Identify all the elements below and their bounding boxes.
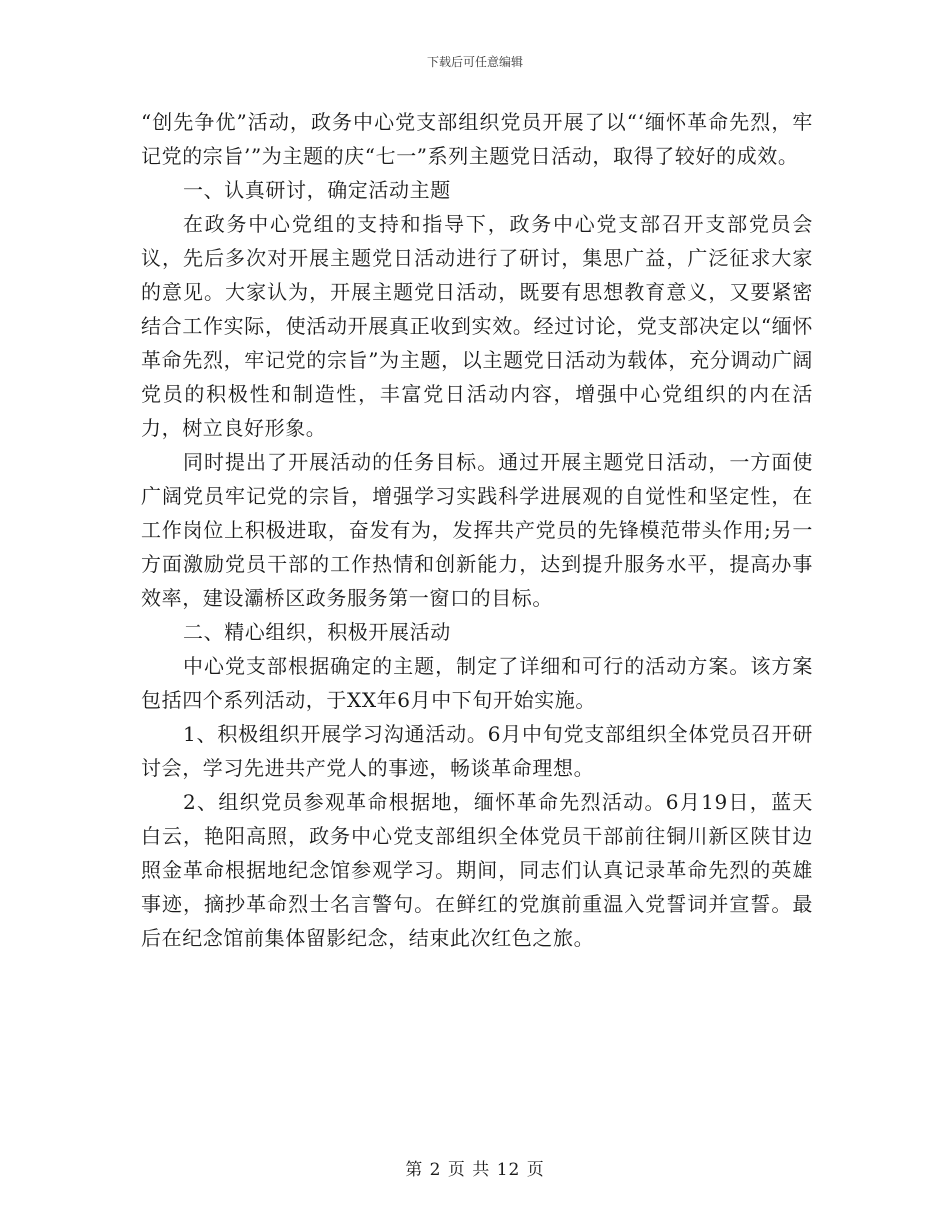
page-header-note: 下载后可任意编辑 [426, 55, 523, 69]
document-body [141, 105, 813, 955]
paragraph-intro-continuation: “创先争优”活动，政务中心党支部组织党员开展了以“‘缅怀革命先烈，牢记党的宗旨’”为主题的庆“七一”系列主题党日活动，取得了较好的成效。 [141, 110, 813, 168]
paragraph-research: 在政务中心党组的支持和指导下，政务中心党支部召开支部党员会议，先后多次对开展主题党日活动进行了研讨，集思广益，广泛征求大家的意见。大家认为，开展主题党日活动，既要有思想教育意义，又要紧密结合工作实际，使活动开展真正收到实效。经过讨论，党支部决定以“缅怀革命先烈，牢记党的宗旨”为主题，以主题党日活动为载体，充分调动广阔党员的积极性和制造性，丰富党日活动内容，增强中心党组织的内在活力，树立良好形象。 [141, 212, 813, 440]
paragraph-plan: 中心党支部根据确定的主题，制定了详细和可行的活动方案。该方案包括四个系列活动，于XX年6月中下旬开始实施。 [141, 654, 813, 712]
paragraph-activity-2: 2、组织党员参观革命根据地，缅怀革命先烈活动。6月19日，蓝天白云，艳阳高照，政务中心党支部组织全体党员干部前往铜川新区陕甘边照金革命根据地纪念馆参观学习。期间，同志们认真记录革命先烈的英雄事迹，摘抄革命烈士名言警句。在鲜红的党旗前重温入党誓词并宣誓。最后在纪念馆前集体留影纪念，结束此次红色之旅。 [141, 790, 813, 950]
section-heading-1: 一、认真研讨，确定活动主题 [183, 178, 451, 202]
section-heading-2: 二、精心组织，积极开展活动 [183, 620, 451, 644]
paragraph-activity-1: 1、积极组织开展学习沟通活动。6月中旬党支部组织全体党员召开研讨会，学习先进共产党人的事迹，畅谈革命理想。 [141, 722, 813, 780]
paragraph-goals: 同时提出了开展活动的任务目标。通过开展主题党日活动，一方面使广阔党员牢记党的宗旨，增强学习实践科学进展观的自觉性和坚定性，在工作岗位上积极进取，奋发有为，发挥共产党员的先锋模范带头作用;另一方面激励党员干部的工作热情和创新能力，达到提升服务水平，提高办事效率，建设灞桥区政务服务第一窗口的目标。 [141, 450, 813, 610]
page-number-footer: 第 2 页 共 12 页 [405, 1160, 545, 1180]
